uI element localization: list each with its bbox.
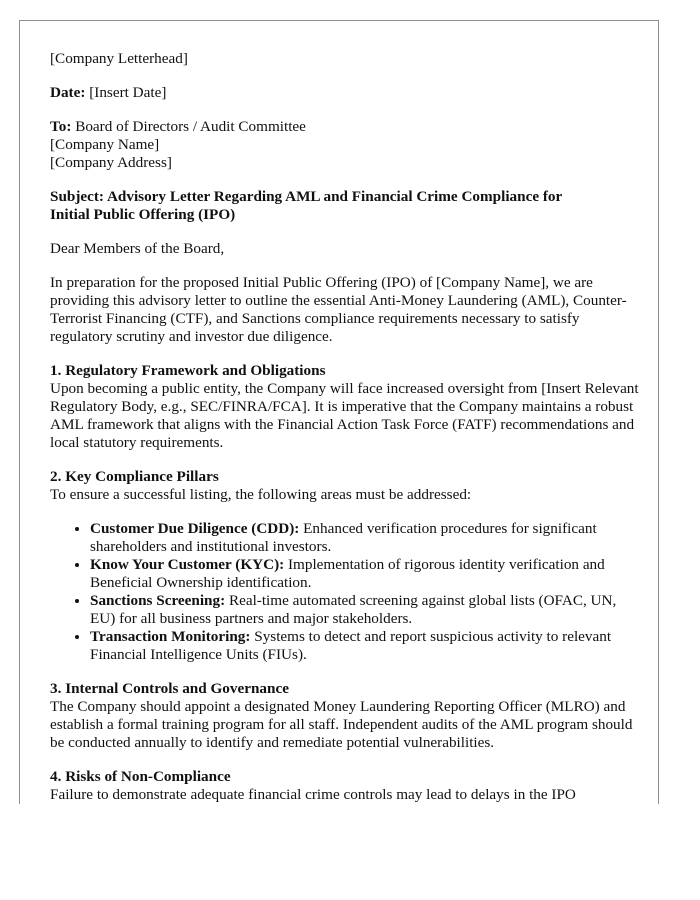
subject-line-2: Initial Public Offering (IPO) <box>50 206 236 223</box>
company-name: [Company Name] <box>50 136 160 153</box>
letter-page <box>19 20 659 804</box>
intro-paragraph: In preparation for the proposed Initial Public Offering (IPO) of [Company Name], we are providing this advisory letter to outline the essential Anti-Money Laundering (AML), Counter-Terrorist Financing (CTF), and Sanctions compliance requirements necessary to satisfy regulatory scrutiny and investor due diligence. <box>50 274 627 345</box>
letterhead: [Company Letterhead] <box>50 50 188 67</box>
section-3-heading: 3. Internal Controls and Governance <box>50 680 289 697</box>
list-item <box>90 628 640 664</box>
date-label: Date: <box>50 84 86 101</box>
letter-content <box>50 50 640 804</box>
list-item <box>90 556 640 592</box>
salutation: Dear Members of the Board, <box>50 240 225 257</box>
pillar-desc: Systems to detect and report suspicious activity to relevant Financial Intelligence Units (FIUs). <box>90 628 612 663</box>
list-item <box>90 592 640 628</box>
date-value: [Insert Date] <box>89 84 167 101</box>
section-3-body: The Company should appoint a designated Money Laundering Reporting Officer (MLRO) and establish a formal training program for all staff. Independent audits of the AML program should be conducted annually to identify and remediate potential vulnerabilities. <box>50 698 633 751</box>
section-2 <box>50 468 640 504</box>
subject-line <box>50 188 640 224</box>
section-3 <box>50 680 640 752</box>
section-1-heading: 1. Regulatory Framework and Obligations <box>50 362 326 379</box>
section-4-heading: 4. Risks of Non-Compliance <box>50 768 231 785</box>
pillar-term: Customer Due Diligence (CDD): <box>90 520 300 537</box>
pillar-desc: Implementation of rigorous identity verification and Beneficial Ownership identification. <box>90 556 605 591</box>
section-4 <box>50 768 640 804</box>
pillar-term: Transaction Monitoring: <box>90 628 251 645</box>
to-label: To: <box>50 118 72 135</box>
section-1-body: Upon becoming a public entity, the Company will face increased oversight from [Insert Relevant Regulatory Body, e.g., SEC/FINRA/FCA]. It is imperative that the Company maintains a robust AML framework that aligns with the Financial Action Task Force (FATF) recommendations and local statutory requirements. <box>50 380 639 451</box>
pillar-term: Know Your Customer (KYC): <box>90 556 285 573</box>
list-item <box>90 520 640 556</box>
recipient-block <box>50 118 640 172</box>
company-address: [Company Address] <box>50 154 172 171</box>
pillar-term: Sanctions Screening: <box>90 592 226 609</box>
pillars-list <box>50 520 640 664</box>
section-2-body: To ensure a successful listing, the following areas must be addressed: <box>50 486 472 503</box>
section-1 <box>50 362 640 452</box>
section-2-heading: 2. Key Compliance Pillars <box>50 468 219 485</box>
pillar-desc: Enhanced verification procedures for significant shareholders and institutional investors. <box>90 520 597 555</box>
to-value: Board of Directors / Audit Committee <box>75 118 306 135</box>
subject-line-1: Subject: Advisory Letter Regarding AML and Financial Crime Compliance for <box>50 188 563 205</box>
pillar-desc: Real-time automated screening against global lists (OFAC, UN, EU) for all business partners and major stakeholders. <box>90 592 617 627</box>
section-4-body: Failure to demonstrate adequate financial crime controls may lead to delays in the IPO <box>50 786 576 803</box>
date-line <box>50 84 640 102</box>
